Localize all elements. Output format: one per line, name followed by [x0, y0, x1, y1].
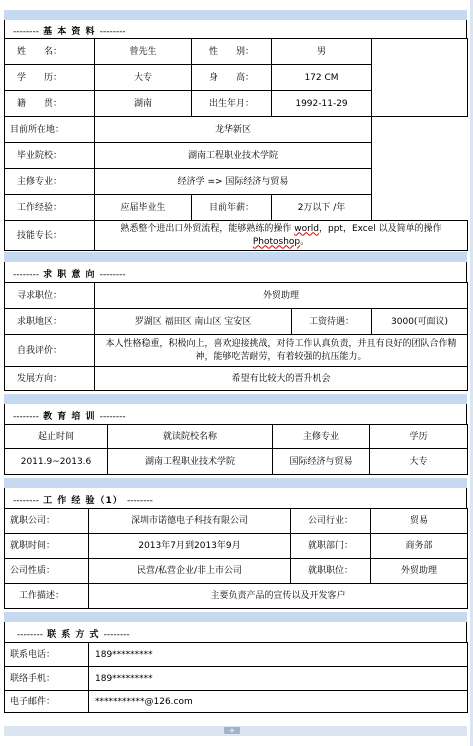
edu-major: 国际经济与贸易	[273, 449, 370, 475]
salary-label: 目前年薪：	[192, 195, 272, 221]
section-header-work: -------- 工 作 经 验（1） --------	[4, 488, 467, 508]
birth-label: 出生年月：	[192, 91, 272, 117]
email-label: 电子邮件：	[5, 691, 89, 713]
position-label: 寻求职位：	[5, 283, 95, 309]
section-bar	[4, 612, 467, 622]
major-label: 主修专业：	[5, 169, 95, 195]
name-label: 姓 名：	[5, 39, 95, 65]
height-label: 身 高：	[192, 65, 272, 91]
contact-table	[4, 642, 468, 713]
origin-label: 籍 贯：	[5, 91, 95, 117]
job-desc-value: 主要负责产品的宣传以及开发客户	[89, 584, 468, 609]
gender-label: 性 别：	[192, 39, 272, 65]
education-value: 大专	[95, 65, 192, 91]
edu-header-period: 起止时间	[5, 425, 108, 449]
work-time-label: 就职时间：	[5, 534, 89, 559]
section-title-edu: 教 育 培 训	[43, 412, 96, 422]
direction-label: 发展方向：	[5, 367, 95, 391]
table-row	[5, 449, 468, 475]
company-value: 深圳市诺德电子科技有限公司	[89, 509, 291, 534]
section-header-contact: -------- 联 系 方 式 --------	[4, 622, 467, 642]
edu-header-degree: 学历	[370, 425, 468, 449]
section-title-job: 求 职 意 向	[43, 270, 96, 280]
experience-value: 应届毕业生	[95, 195, 192, 221]
company-label: 就职公司：	[5, 509, 89, 534]
department-label: 就职部门：	[291, 534, 371, 559]
job-title-label: 就职职位：	[291, 559, 371, 584]
section-bar	[4, 478, 467, 488]
edu-header-major: 主修专业	[273, 425, 370, 449]
section-bar	[4, 252, 467, 262]
self-eval-label: 自我评价：	[5, 335, 95, 367]
salary-value: 2万以下 /年	[272, 195, 372, 221]
basic-info-table	[4, 38, 468, 251]
location-value: 龙华新区	[95, 117, 372, 143]
edu-header-school: 就读院校名称	[108, 425, 273, 449]
location-label: 目前所在地：	[5, 117, 95, 143]
company-type-label: 公司性质：	[5, 559, 89, 584]
phone-label: 联系电话：	[5, 643, 89, 667]
company-type-value: 民营/私营企业/非上市公司	[89, 559, 291, 584]
job-title-value: 外贸助理	[371, 559, 468, 584]
experience-label: 工作经验：	[5, 195, 95, 221]
section-title-contact: 联 系 方 式	[47, 630, 100, 640]
origin-value: 湖南	[95, 91, 192, 117]
skill-value: 熟悉整个进出口外贸流程，能够熟练的操作 world，ppt，Excel 以及简单的操作 Photoshop。	[95, 221, 468, 251]
edu-school: 湖南工程职业技术学院	[108, 449, 273, 475]
work-time-value: 2013年7月到2013年9月	[89, 534, 291, 559]
position-value: 外贸助理	[95, 283, 468, 309]
department-value: 商务部	[371, 534, 468, 559]
expand-plus-icon[interactable]: +	[224, 727, 240, 734]
section-bar	[4, 394, 467, 404]
education-label: 学 历：	[5, 65, 95, 91]
education-table	[4, 424, 468, 475]
birth-value: 1992-11-29	[272, 91, 372, 117]
section-header-edu: -------- 教 育 培 训 --------	[4, 404, 467, 424]
area-label: 求职地区：	[5, 309, 95, 335]
gender-value: 男	[272, 39, 372, 65]
area-value: 罗湖区 福田区 南山区 宝安区	[95, 309, 292, 335]
school-label: 毕业院校：	[5, 143, 95, 169]
section-bar	[4, 10, 467, 20]
skill-label: 技能专长：	[5, 221, 95, 251]
job-desc-label: 工作描述：	[5, 584, 89, 609]
email-value: ***********@126.com	[89, 691, 468, 713]
edu-degree: 大专	[370, 449, 468, 475]
name-value: 曾先生	[95, 39, 192, 65]
self-eval-value: 本人性格稳重，积极向上，喜欢迎接挑战，对待工作认真负责，并且有良好的团队合作精神，能够吃苦耐劳，有着较强的抗压能力。	[95, 335, 468, 367]
edu-period: 2011.9~2013.6	[5, 449, 108, 475]
pay-value: 3000(可面议)	[372, 309, 468, 335]
pay-label: 工资待遇：	[292, 309, 372, 335]
section-header-basic: -------- 基 本 资 料 --------	[4, 20, 467, 38]
section-title-basic: 基 本 资 料	[43, 27, 96, 37]
section-title-work: 工 作 经 验（1）	[43, 496, 123, 506]
mobile-value: 189*********	[89, 667, 468, 691]
mobile-label: 联络手机：	[5, 667, 89, 691]
industry-value: 贸易	[371, 509, 468, 534]
school-value: 湖南工程职业技术学院	[95, 143, 372, 169]
phone-value: 189*********	[89, 643, 468, 667]
direction-value: 希望有比较大的晋升机会	[95, 367, 468, 391]
job-intent-table	[4, 282, 468, 391]
photo-cell	[372, 39, 468, 117]
section-header-job: -------- 求 职 意 向 --------	[4, 262, 467, 282]
height-value: 172 CM	[272, 65, 372, 91]
industry-label: 公司行业：	[291, 509, 371, 534]
major-value: 经济学 => 国际经济与贸易	[95, 169, 372, 195]
work-experience-table	[4, 508, 468, 609]
